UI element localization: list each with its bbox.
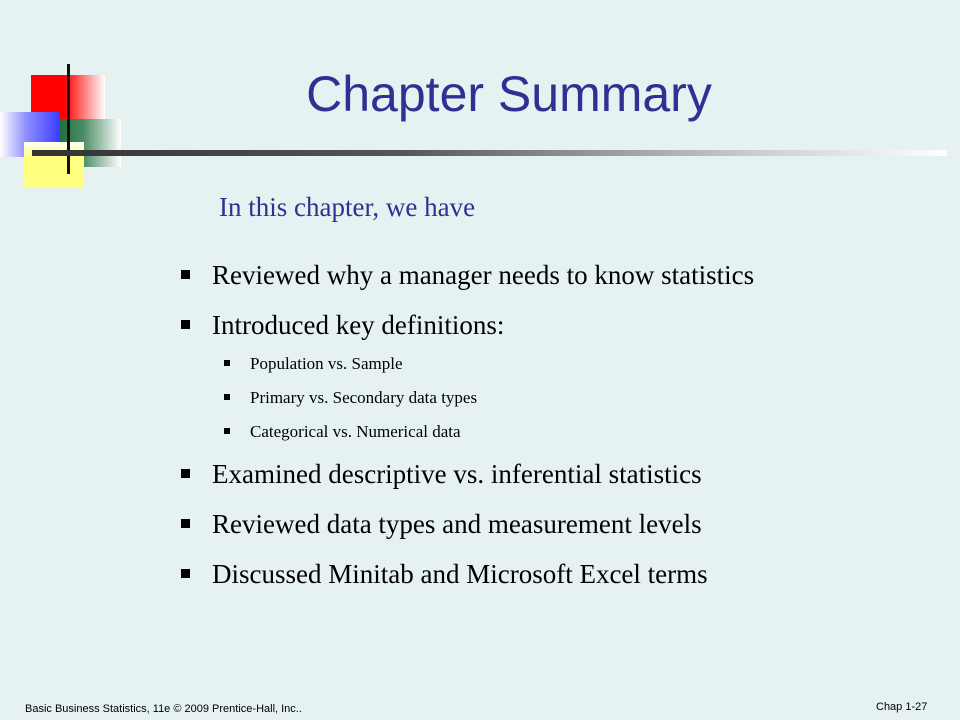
bullet-text: Discussed Minitab and Microsoft Excel terms xyxy=(212,559,708,589)
sub-bullet-item xyxy=(250,422,461,442)
footer-copyright: Basic Business Statistics, 11e © 2009 Prentice-Hall, Inc.. xyxy=(25,703,302,715)
bullet-item xyxy=(212,558,708,590)
title-underline-bar xyxy=(32,150,947,156)
bullet-text: Examined descriptive vs. inferential statistics xyxy=(212,459,702,489)
footer-page-number: Chap 1-27 xyxy=(876,701,928,713)
slide-title: Chapter Summary xyxy=(306,66,712,122)
bullet-item xyxy=(212,508,702,540)
bullet-text: Introduced key definitions: xyxy=(212,310,505,340)
bullet-text: Reviewed why a manager needs to know statistics xyxy=(212,260,755,290)
sub-bullet-text: Population vs. Sample xyxy=(250,354,403,373)
bullet-item xyxy=(212,458,702,490)
square-bullet-icon xyxy=(181,320,190,329)
sub-bullet-item xyxy=(250,354,403,374)
sub-bullet-text: Primary vs. Secondary data types xyxy=(250,388,478,407)
square-bullet-icon xyxy=(181,469,190,478)
logo-yellow-square xyxy=(24,142,84,188)
intro-text: In this chapter, we have xyxy=(219,192,476,222)
square-bullet-icon xyxy=(224,428,230,434)
square-bullet-icon xyxy=(181,270,190,279)
square-bullet-icon xyxy=(224,394,230,400)
square-bullet-icon xyxy=(181,569,190,578)
bullet-item xyxy=(212,309,504,341)
sub-bullet-item xyxy=(250,388,477,408)
bullet-text: Reviewed data types and measurement levels xyxy=(212,509,702,539)
square-bullet-icon xyxy=(224,360,230,366)
bullet-item xyxy=(212,259,754,291)
square-bullet-icon xyxy=(181,519,190,528)
sub-bullet-text: Categorical vs. Numerical data xyxy=(250,422,461,441)
